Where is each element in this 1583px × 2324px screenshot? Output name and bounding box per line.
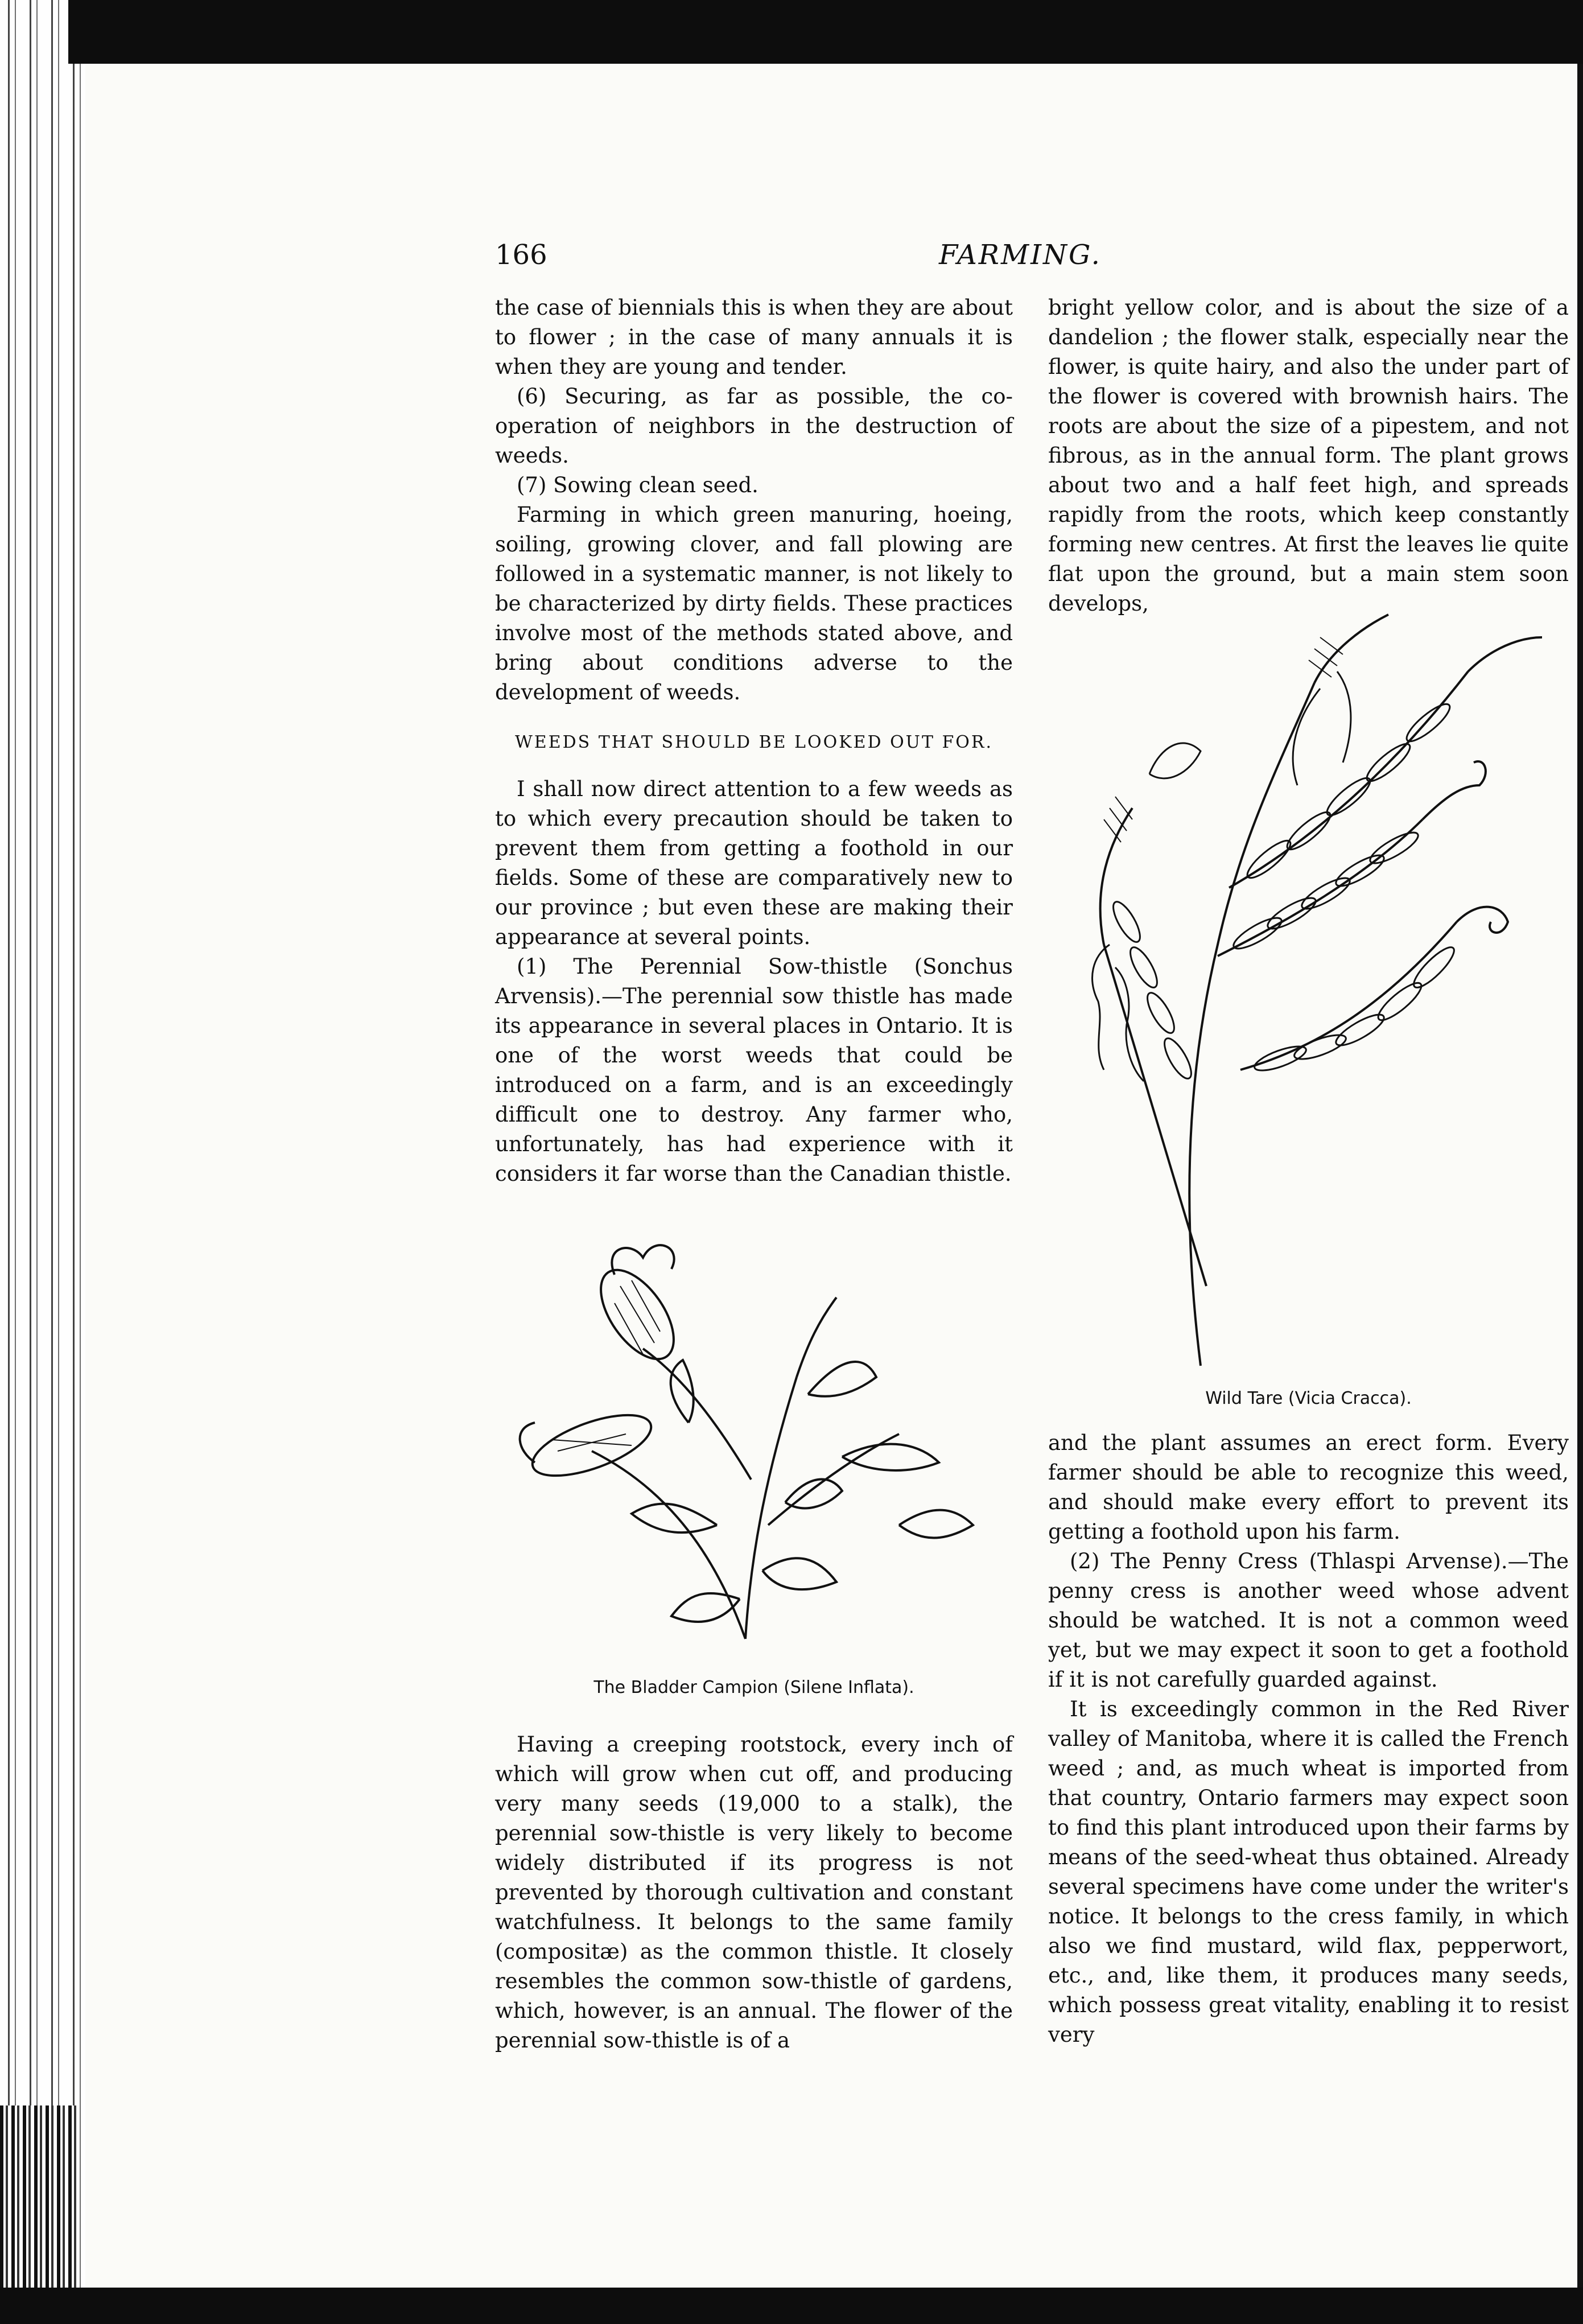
page-header xyxy=(495,239,1548,279)
page-gutter-shadow xyxy=(0,0,85,2324)
left-column-top xyxy=(495,293,1013,1189)
paragraph: (7) Sowing clean seed. xyxy=(517,473,758,497)
paragraph: (6) Securing, as far as possible, the co-operation of neighbors in the destruction of weeds. xyxy=(495,384,1013,468)
paragraph: (1) The Perennial Sow-thistle (Sonchus Arvensis).—The perennial sow thistle has made its appearance in several places in Ontario. It is one of the worst weeds that could be introduced on a farm, and is an exceedingly difficult one to destroy. Any farmer who, unfortunately, has had experience with it considers it far worse than the Canadian thistle. xyxy=(495,954,1013,1186)
page-gutter-shadow-bottom xyxy=(0,2105,80,2288)
running-title: FARMING. xyxy=(939,239,1102,271)
paragraph: (2) The Penny Cress (Thlaspi Arvense).—The penny cress is another weed whose advent should be watched. It is not a common weed yet, but we may expect it soon to get a foothold if it is not carefully guarded against. xyxy=(1048,1549,1569,1692)
wild-tare-illustration xyxy=(1070,603,1559,1377)
right-column-top xyxy=(1048,293,1569,619)
scan-top-border xyxy=(68,0,1583,64)
paragraph: It is exceedingly common in the Red River valley of Manitoba, where it is called the French weed ; and, as much wheat is imported from that country, Ontario farmers may expect soon to find this plant introduced upon their farms by means of the seed-wheat thus obtained. Already several specimens have come under the writer's notice. It belongs to the cress family, in which also we find mustard, wild flax, pepperwort, etc., and, like them, it produces many seeds, which possess great vitality, enabling it to resist very xyxy=(1048,1697,1569,2047)
figure-caption-wild-tare: Wild Tare (Vicia Cracca). xyxy=(1205,1388,1412,1408)
paragraph: bright yellow color, and is about the size of a dandelion ; the flower stalk, especially near the flower, is quite hairy, and also the under part of the flower is covered with brownish hairs. The roots are about the size of a pipestem, and not fibrous, as in the annual form. The plant grows about two and a half feet high, and spreads rapidly from the roots, which keep constantly forming new centres. At first the leaves lie quite flat upon the ground, but a main stem soon develops, xyxy=(1048,295,1569,616)
scan-right-border xyxy=(1577,64,1583,2288)
paragraph: the case of biennials this is when they are about to flower ; in the case of many annuals it is when they are young and tender. xyxy=(495,295,1013,379)
page-number: 166 xyxy=(495,239,547,271)
left-column-bottom xyxy=(495,1730,1013,2055)
section-heading: WEEDS THAT SHOULD BE LOOKED OUT FOR. xyxy=(514,732,994,752)
paragraph: and the plant assumes an erect form. Every farmer should be able to recognize this weed, and should make every effort to prevent its getting a foothold upon his farm. xyxy=(1048,1431,1569,1544)
right-column-bottom xyxy=(1048,1428,1569,2050)
bladder-campion-illustration xyxy=(501,1206,1013,1650)
paragraph: Having a creeping rootstock, every inch of which will grow when cut off, and producing very many seeds (19,000 to a stalk), the perennial sow-thistle is very likely to become widely distributed if its progress is not prevented by thorough cultivation and constant watchfulness. It belongs to the same family (compositæ) as the common thistle. It closely resembles the common sow-thistle of gardens, which, however, is an annual. The flower of the perennial sow-thistle is of a xyxy=(495,1732,1013,2053)
paragraph: Farming in which green manuring, hoeing, soiling, growing clover, and fall plowing are followed in a systematic manner, is not likely to be characterized by dirty fields. These practices involve most of the methods stated above, and bring about conditions adverse to the development of weeds. xyxy=(495,502,1013,704)
figure-caption-bladder-campion: The Bladder Campion (Silene Inflata). xyxy=(593,1678,914,1697)
paragraph: I shall now direct attention to a few weeds as to which every precaution should be taken to prevent them from getting a foothold in our fields. Some of these are comparatively new to our province ; but even these are making their appearance at several points. xyxy=(495,777,1013,949)
scan-bottom-border xyxy=(0,2288,1583,2324)
